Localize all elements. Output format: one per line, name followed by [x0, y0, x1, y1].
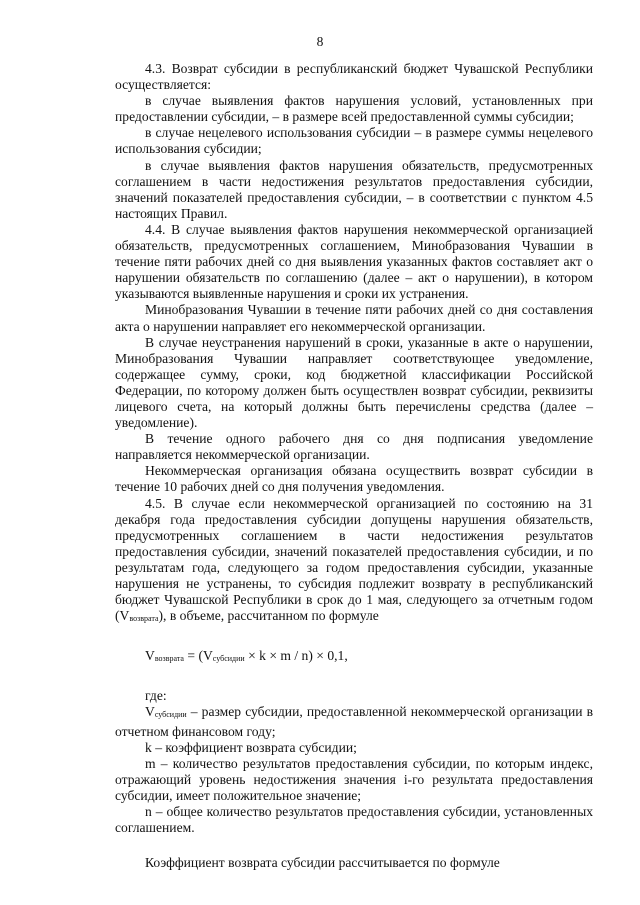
document-body	[115, 61, 593, 871]
paragraph: в случае выявления фактов нарушения обязательств, предусмотренных соглашением в части недостижения результатов предоставления субсидии, значений показателей предоставления субсидии, – в соответствии с пунктом 4.5 настоящих Правил.	[115, 157, 593, 221]
return-formula: Vвозврата = (Vсубсидии × k × m / n) × 0,1,	[145, 648, 348, 664]
paragraph: Некоммерческая организация обязана осуществить возврат субсидии в течение 10 рабочих дней со дня получения уведомления.	[115, 463, 593, 495]
paragraph: 4.4. В случае выявления фактов нарушения некоммерческой организацией обязательств, предусмотренных соглашением, Минобразования Чувашии в течение пяти рабочих дней со дня выявления указанных фактов составляет акт о нарушении обязательств по соглашению (далее – акт о нарушении), в котором указываются выявленные нарушения и сроки их устранения.	[115, 221, 593, 302]
page-number: 8	[316, 34, 324, 49]
definition: n – общее количество результатов предоставления субсидии, установленных соглашением.	[115, 804, 593, 836]
definition: k – коэффициент возврата субсидии;	[145, 739, 357, 755]
paragraph: В случае неустранения нарушений в сроки, указанные в акте о нарушении, Минобразования Чувашии направляет соответствующее уведомление, содержащее сумму, сроки, код бюджетной классификации Российской Федерации, по которому должен быть осуществлен возврат субсидии, реквизиты лицевого счета, на который должны быть перечислены средства (далее – уведомление).	[115, 334, 593, 431]
paragraph: Минобразования Чувашии в течение пяти рабочих дней со дня составления акта о нарушении направляет его некоммерческой организации.	[115, 302, 593, 334]
definition: m – количество результатов предоставления субсидии, по которым индекс, отражающий уровень недостижения значения i-го результата предоставления субсидии, имеет положительное значение;	[115, 755, 593, 803]
paragraph-4-5-text: 4.5. В случае если некоммерческой организацией по состоянию на 31 декабря года предоставления субсидии допущены нарушения обязательств, предусмотренных соглашением в части недостижения результатов предоставления субсидии, значений показателей предоставления субсидии, и по результатам года, следующего за годом предоставления субсидии, указанные нарушения не устранены, то субсидия подлежит возврату в республиканский бюджет Чувашской Республики в срок до 1 мая, следующего за отчетным годом (V	[115, 495, 593, 624]
subscript: возврата	[129, 614, 159, 624]
paragraph: В течение одного рабочего дня со дня подписания уведомление направляется некоммерческой организации.	[115, 431, 593, 463]
paragraph: в случае выявления фактов нарушения условий, установленных при предоставлении субсидии, – в размере всей предоставленной суммы субсидии;	[115, 93, 593, 125]
paragraph: в случае нецелевого использования субсидии – в размере суммы нецелевого использования субсидии;	[115, 125, 593, 157]
paragraph: 4.3. Возврат субсидии в республиканский бюджет Чувашской Республики осуществляется:	[115, 61, 593, 93]
paragraph-4-5	[115, 496, 593, 628]
spacer	[115, 836, 593, 855]
closing-paragraph: Коэффициент возврата субсидии рассчитывается по формуле	[145, 855, 500, 871]
where-label: где:	[145, 688, 167, 704]
paragraph-4-5-tail: ), в объеме, рассчитанном по формуле	[158, 608, 379, 624]
definition: Vсубсидии – размер субсидии, предоставленной некоммерческой организации в отчетном финансовом году;	[115, 704, 593, 739]
